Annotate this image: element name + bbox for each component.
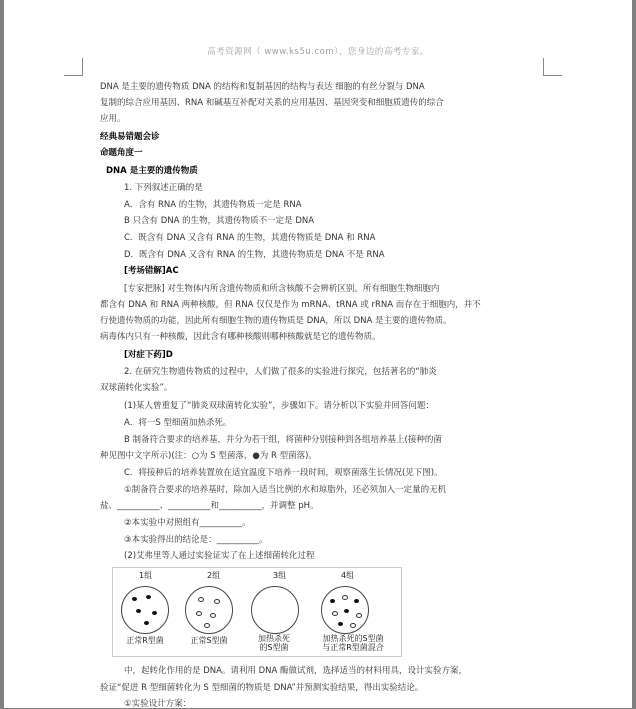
petri-dish-2 [185, 586, 233, 634]
text-line: 应用。 [100, 114, 126, 124]
text-line: 复制的综合应用基因、RNA 和碱基互补配对关系的应用基因、基因突变和细胞质遗传的综合 [100, 98, 444, 108]
text-line: DNA 是主要的遗传物质 DNA 的结构和复制基因的结构与表达 细胞的有丝分裂与 DNA [100, 82, 425, 92]
question-line: 1. 下列叙述正确的是 [124, 183, 203, 193]
dish-caption: 加热杀死 的S型菌 [258, 634, 290, 652]
option-a: A．含有 RNA 的生物，其遗传物质一定是 RNA [124, 200, 302, 210]
dish-caption: 正常S型菌 [190, 636, 228, 645]
crop-mark-top-left [82, 58, 83, 76]
r-colony [152, 611, 157, 615]
wrong-answer-label: [考场错解]AC [124, 266, 179, 276]
option-c: C．既含有 DNA 又含有 RNA 的生物，其遗传物质是 DNA 和 RNA [124, 233, 376, 243]
page-header: 高考资源网（ www.ks5u.com），您身边的高考专家。 [207, 47, 429, 57]
text-line: 验证“促进 R 型细菌转化为 S 型细菌的物质是 DNA”并预测实验结果，得出实验结论。 [100, 683, 424, 693]
group-label: 4组 [341, 571, 355, 580]
petri-dish-3 [251, 586, 299, 634]
s-colony [356, 613, 362, 618]
text-line: 双球菌转化实验”。 [100, 383, 173, 393]
text-line: ②本实验中对照组有__________。 [124, 518, 251, 528]
s-colony [214, 599, 220, 604]
petri-dish-1 [121, 586, 169, 634]
text-line: C．将接种后的培养装置放在适宜温度下培养一段时间，观察菌落生长情况(见下图)。 [124, 468, 443, 478]
text-line: ①制备符合要求的培养基时，除加入适当比例的水和琼脂外，还必须加入一定量的无机 [124, 485, 447, 495]
s-colony [350, 623, 356, 628]
text-line: ①实验设计方案： [124, 699, 192, 709]
s-colony [210, 613, 216, 618]
text-line: 种见图中文字所示)(注：○为 S 型菌落，●为 R 型菌落)。 [100, 451, 317, 461]
section-subheading: 命题角度一 [100, 148, 143, 158]
question-line: 2. 在研究生物遗传物质的过程中，人们做了很多的实验进行探究，包括著名的“肺炎 [124, 367, 437, 377]
option-d: D．既含有 DNA 又含有 RNA 的生物，其遗传物质是 DNA 不是 RNA [124, 250, 385, 260]
group-label: 2组 [207, 571, 221, 580]
text-line: B 制备符合要求的培养基，并分为若干组，将菌种分别接种到各组培养基上(接种的菌 [124, 435, 442, 445]
dish-caption: 正常R型菌 [126, 636, 164, 645]
text-line: 行使遗传物质的功能，因此所有细胞生物的遗传物质是 DNA，所以 DNA 是主要的遗传物质。 [100, 316, 452, 326]
correct-answer-label: [对症下药]D [124, 350, 173, 360]
r-colony [146, 595, 151, 599]
experiment-figure [112, 567, 402, 657]
section-heading: 经典易错题会诊 [100, 132, 160, 142]
crop-mark-top-right-h [544, 75, 562, 76]
text-line: 都含有 DNA 和 RNA 两种核酸，但 RNA 仅仅是作为 mRNA、tRNA 或 rRNA 而存在于细胞内，并不 [100, 300, 481, 310]
s-colony [342, 595, 348, 600]
dish-caption: 加热杀死的S型菌 与正常R型菌混合 [322, 634, 384, 652]
text-line: (2)艾弗里等人通过实验证实了在上述细菌转化过程 [124, 551, 315, 561]
r-colony [338, 622, 343, 626]
r-colony [132, 597, 137, 601]
option-b: B 只含有 DNA 的生物，其遗传物质不一定是 DNA [124, 216, 315, 226]
s-colony [204, 623, 210, 628]
group-label: 3组 [273, 571, 287, 580]
text-line: [专家把脉] 对生物体内所含遗传物质和所含核酸不会辨析区别。所有细胞生物细胞内 [124, 284, 440, 294]
crop-mark-top-right [543, 58, 544, 76]
text-line: 盐、__________、__________和__________，并调整 pH。 [100, 501, 319, 511]
s-colony [332, 611, 338, 616]
group-label: 1组 [139, 571, 153, 580]
text-line: 中，起转化作用的是 DNA。请利用 DNA 酶做试剂，选择适当的材料用具，设计实验方案， [124, 666, 468, 676]
text-line: 病毒体内只有一种核酸，因此含有哪种核酸则哪种核酸就是它的遗传物质。 [100, 332, 381, 342]
r-colony [330, 599, 335, 603]
text-line: ③本实验得出的结论是：__________。 [124, 535, 268, 545]
s-colony [198, 597, 204, 602]
text-line: (1)某人曾重复了“肺炎双球菌转化实验”，步骤如下。请分析以下实验并回答问题： [124, 401, 434, 411]
r-colony [136, 609, 141, 613]
topic-heading: DNA 是主要的遗传物质 [106, 166, 198, 176]
r-colony [144, 621, 149, 625]
crop-mark-top-left-h [64, 75, 82, 76]
petri-dish-4 [321, 586, 369, 634]
s-colony [196, 611, 202, 616]
text-line: A．将一S 型细菌加热杀死。 [124, 418, 232, 428]
r-colony [344, 609, 349, 613]
r-colony [354, 599, 359, 603]
document-page [4, 0, 632, 708]
